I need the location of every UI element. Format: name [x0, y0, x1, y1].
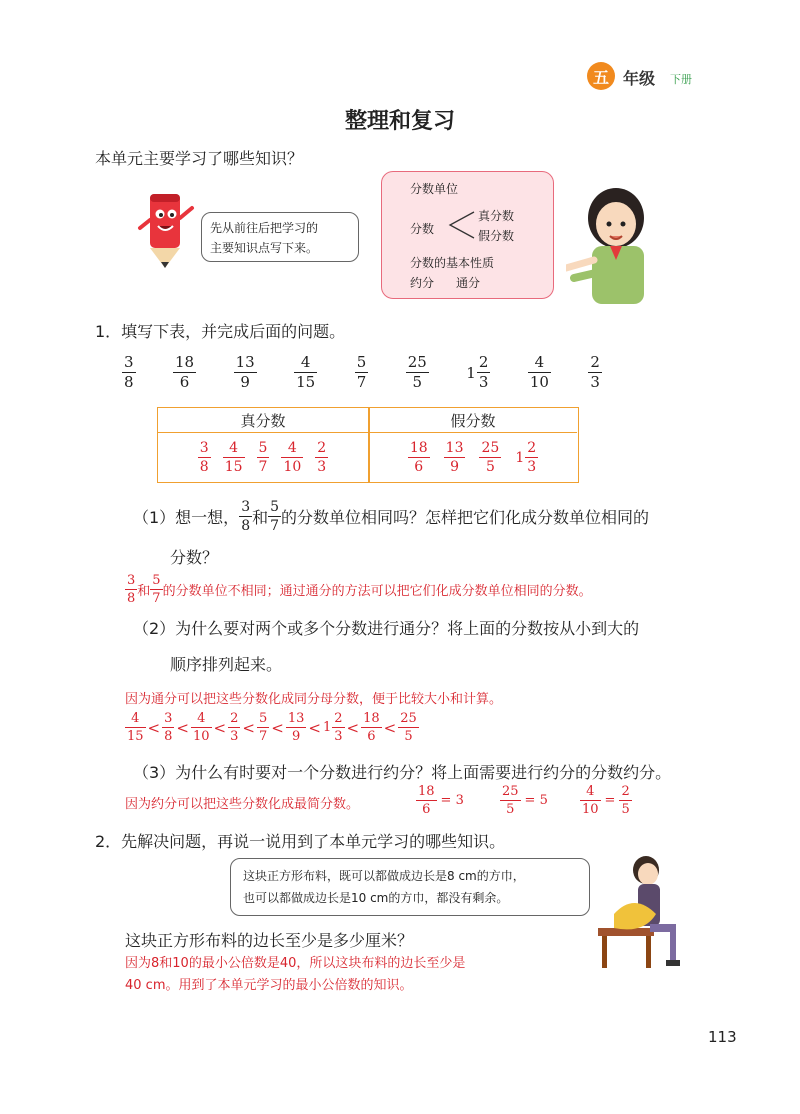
bubble-line: 主要知识点写下来。: [210, 241, 319, 255]
q2-answer: [125, 953, 465, 997]
improper-cell: $\frac{18}{6}$ $\frac{13}{9}$ $\frac{25}{5}$ 1 $\frac{2}{3}$: [409, 440, 537, 475]
improper-header: 假分数: [369, 408, 577, 433]
q1-sub2-answer: 因为通分可以把这些分数化成同分母分数，便于比较大小和计算。: [125, 692, 503, 707]
proper-cell: $\frac{3}{8}$ $\frac{4}{15}$ $\frac{5}{7}$ $\frac{4}{10}$ $\frac{2}{3}$: [199, 440, 327, 475]
cloth-speech-bubble: [230, 858, 590, 916]
grade-label: 年级: [623, 69, 656, 88]
bubble-line: 也可以都做成边长是10 cm的方巾，都没有剩余。: [243, 891, 509, 905]
q1-sub2-line2: 顺序排列起来。: [170, 655, 283, 674]
reduction-3: $\frac{4}{10}$ = $\frac{2}{5}$: [582, 784, 630, 817]
mixed-fraction: 1 $\frac{2}{3}$: [466, 353, 489, 391]
page-title: 整理和复习: [344, 109, 455, 134]
note-property: 分数的基本性质: [410, 256, 495, 270]
bubble-line: 这块正方形布料，既可以都做成边长是8 cm的方巾，: [243, 869, 525, 883]
q1-sub3: （3）为什么有时要对一个分数进行约分？将上面需要进行约分的分数约分。: [133, 763, 672, 782]
fraction-classification-table: [157, 407, 579, 483]
note-fraction: 分数: [410, 222, 435, 236]
girl-character-icon: [566, 182, 666, 304]
page-number: 113: [708, 1028, 737, 1046]
intro-question: 本单元主要学习了哪些知识？: [95, 149, 304, 168]
fraction: $\frac{5}{7}$: [356, 353, 367, 391]
note-improper: 假分数: [478, 229, 515, 243]
volume-label: 下册: [670, 73, 692, 86]
reduction-2: $\frac{25}{5}$ = 5: [502, 784, 548, 817]
fraction: $\frac{18}{6}$: [175, 353, 195, 391]
fraction: $\frac{3}{8}$: [124, 353, 134, 391]
reduction-1: $\frac{18}{6}$ = 3: [418, 784, 464, 817]
pencil-character-icon: [136, 188, 200, 270]
fraction: $\frac{13}{9}$: [235, 353, 255, 391]
note-reduce: 约分: [410, 276, 435, 290]
q1-sub1-line2: 分数？: [170, 548, 219, 567]
proper-header: 真分数: [158, 408, 368, 433]
fraction-list: [122, 355, 602, 390]
fraction: $\frac{2}{3}$: [590, 353, 600, 391]
note-proper: 真分数: [478, 209, 515, 223]
grade-badge: 五: [587, 62, 615, 90]
q2-prompt: 2．先解决问题，再说一说用到了本单元学习的哪些知识。: [95, 832, 506, 851]
fraction: $\frac{4}{15}$: [296, 353, 316, 391]
q1-sub1: （1）想一想， $\frac{3}{8}$ 和 $\frac{5}{7}$ 的分数单位相同吗？怎样把它们化成分数单位相同的: [133, 499, 650, 534]
note-common: 通分: [456, 276, 481, 290]
knowledge-note-box: [381, 171, 554, 299]
fraction-order: $\frac{4}{15}$ < $\frac{3}{8}$ < $\frac{4}{10}$ < $\frac{2}{3}$ < $\frac{5}{7}$ < $\frac{13}{9}$ < 1 $\frac{2}{3}$ < $\frac{18}{6}$ < $\frac{25}{5}$: [127, 711, 417, 744]
fraction: $\frac{25}{5}$: [407, 353, 427, 391]
answer-line: 40 cm。用到了本单元学习的最小公倍数的知识。: [125, 978, 413, 993]
q2-question: 这块正方形布料的边长至少是多少厘米？: [125, 931, 414, 950]
q1-sub3-answer: 因为约分可以把这些分数化成最简分数。: [125, 797, 360, 812]
pencil-speech-bubble: [201, 212, 359, 262]
q1-prompt: 1．填写下表，并完成后面的问题。: [95, 322, 346, 341]
bubble-line: 先从前往后把学习的: [210, 221, 319, 235]
fraction: $\frac{4}{10}$: [529, 353, 549, 391]
q1-sub2: （2）为什么要对两个或多个分数进行通分？将上面的分数按从小到大的: [133, 619, 640, 638]
branch-icon: [446, 208, 476, 242]
note-unit: 分数单位: [410, 182, 459, 196]
answer-line: 因为8和10的最小公倍数是40，所以这块布料的边长至少是: [125, 956, 466, 971]
q1-sub1-answer: $\frac{3}{8}$ 和 $\frac{5}{7}$ 的分数单位不相同；通过通分的方法可以把它们化成分数单位相同的分数。: [127, 573, 592, 606]
sewing-woman-icon: [594, 852, 700, 970]
